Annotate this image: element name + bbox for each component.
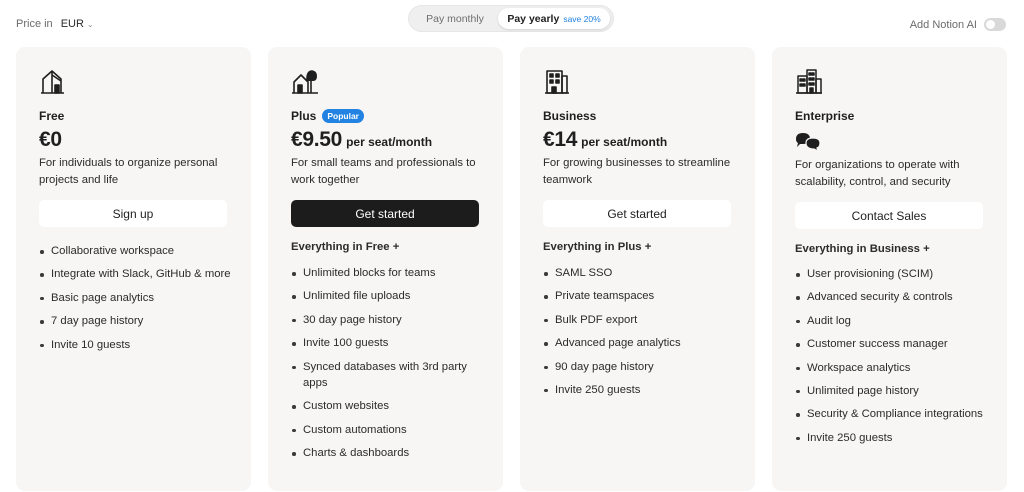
feature-list — [543, 265, 741, 405]
billing-period-toggle — [408, 5, 614, 32]
currency-selector-group — [16, 18, 94, 30]
list-item: Private teamspaces — [543, 288, 741, 305]
list-item: Advanced security & controls — [795, 289, 993, 306]
house-with-tree-icon — [291, 67, 319, 95]
plan-description: For individuals to organize personal projects and life — [39, 157, 218, 186]
city-buildings-icon — [795, 67, 823, 95]
everything-in-heading: Everything in Free + — [291, 241, 400, 253]
currency-value: EUR — [60, 18, 84, 30]
contact-sales-button[interactable]: Contact Sales — [795, 202, 983, 229]
everything-in-heading: Everything in Plus + — [543, 241, 652, 253]
list-item: Custom websites — [291, 398, 489, 415]
list-item: 30 day page history — [291, 312, 489, 329]
list-item: SAML SSO — [543, 265, 741, 282]
notion-ai-toggle[interactable] — [984, 18, 1006, 31]
sign-up-button[interactable]: Sign up — [39, 200, 227, 227]
plan-description: For growing businesses to streamline teamwork — [543, 157, 731, 186]
plan-name-text: Free — [39, 109, 65, 123]
plan-price — [291, 128, 432, 152]
notion-ai-addon — [910, 18, 1006, 31]
popular-badge: Popular — [322, 109, 364, 123]
office-building-icon — [543, 67, 571, 95]
plan-name — [39, 109, 64, 123]
plan-name-text: Business — [543, 109, 597, 123]
pay-monthly-label: Pay monthly — [426, 12, 484, 25]
price-unit: per seat/month — [581, 135, 668, 149]
list-item: Security & Compliance integrations — [795, 406, 993, 423]
list-item: Invite 100 guests — [291, 335, 489, 352]
plan-name — [291, 109, 364, 123]
list-item: Unlimited file uploads — [291, 288, 489, 305]
list-item: Customer success manager — [795, 336, 993, 353]
toggle-knob — [986, 20, 995, 29]
list-item: Collaborative workspace — [39, 243, 237, 260]
list-item: Workspace analytics — [795, 360, 993, 377]
price-in-label: Price in — [16, 18, 53, 30]
price-amount: €9.50 — [291, 128, 343, 151]
plan-card-business — [520, 47, 755, 491]
list-item: Unlimited blocks for teams — [291, 265, 489, 282]
pricing-header — [0, 0, 1024, 46]
speech-bubbles-icon — [795, 132, 821, 152]
feature-list — [795, 266, 993, 453]
price-unit: per seat/month — [346, 135, 433, 149]
list-item: 90 day page history — [543, 359, 741, 376]
list-item: Custom automations — [291, 422, 489, 439]
list-item: Advanced page analytics — [543, 335, 741, 352]
currency-dropdown[interactable] — [61, 18, 94, 30]
list-item: Unlimited page history — [795, 383, 993, 400]
plan-card-enterprise — [772, 47, 1007, 491]
pay-yearly-label: Pay yearly — [507, 12, 560, 25]
plan-description: For organizations to operate with scalability, control, and security — [795, 159, 960, 188]
chevron-down-icon: ⌄ — [86, 19, 94, 29]
list-item: Invite 250 guests — [543, 382, 741, 399]
everything-in-heading: Everything in Business + — [795, 243, 930, 255]
plan-price — [543, 128, 667, 152]
plan-name — [795, 109, 854, 123]
get-started-button[interactable]: Get started — [291, 200, 479, 227]
list-item: User provisioning (SCIM) — [795, 266, 993, 283]
plan-card-free — [16, 47, 251, 491]
plan-price — [39, 128, 62, 152]
plan-name — [543, 109, 596, 123]
pay-yearly-option[interactable] — [498, 8, 610, 29]
plan-card-plus — [268, 47, 503, 491]
house-icon — [39, 67, 67, 95]
list-item: Audit log — [795, 313, 993, 330]
price-amount: €0 — [39, 128, 62, 151]
plan-name-text: Plus — [291, 109, 317, 123]
list-item: 7 day page history — [39, 313, 237, 330]
list-item: Invite 10 guests — [39, 337, 237, 354]
pay-monthly-option[interactable] — [412, 8, 498, 29]
list-item: Synced databases with 3rd party apps — [291, 359, 489, 392]
list-item: Invite 250 guests — [795, 430, 993, 447]
plan-description: For small teams and professionals to work together — [291, 157, 476, 186]
feature-list — [39, 243, 237, 360]
save-badge: save 20% — [563, 13, 601, 24]
feature-list — [291, 265, 489, 469]
notion-ai-label: Add Notion AI — [909, 18, 977, 31]
list-item: Bulk PDF export — [543, 312, 741, 329]
list-item: Integrate with Slack, GitHub & more — [39, 266, 237, 283]
plan-name-text: Enterprise — [795, 109, 855, 123]
get-started-button[interactable]: Get started — [543, 200, 731, 227]
price-amount: €14 — [543, 128, 578, 151]
list-item: Basic page analytics — [39, 290, 237, 307]
list-item: Charts & dashboards — [291, 445, 489, 462]
